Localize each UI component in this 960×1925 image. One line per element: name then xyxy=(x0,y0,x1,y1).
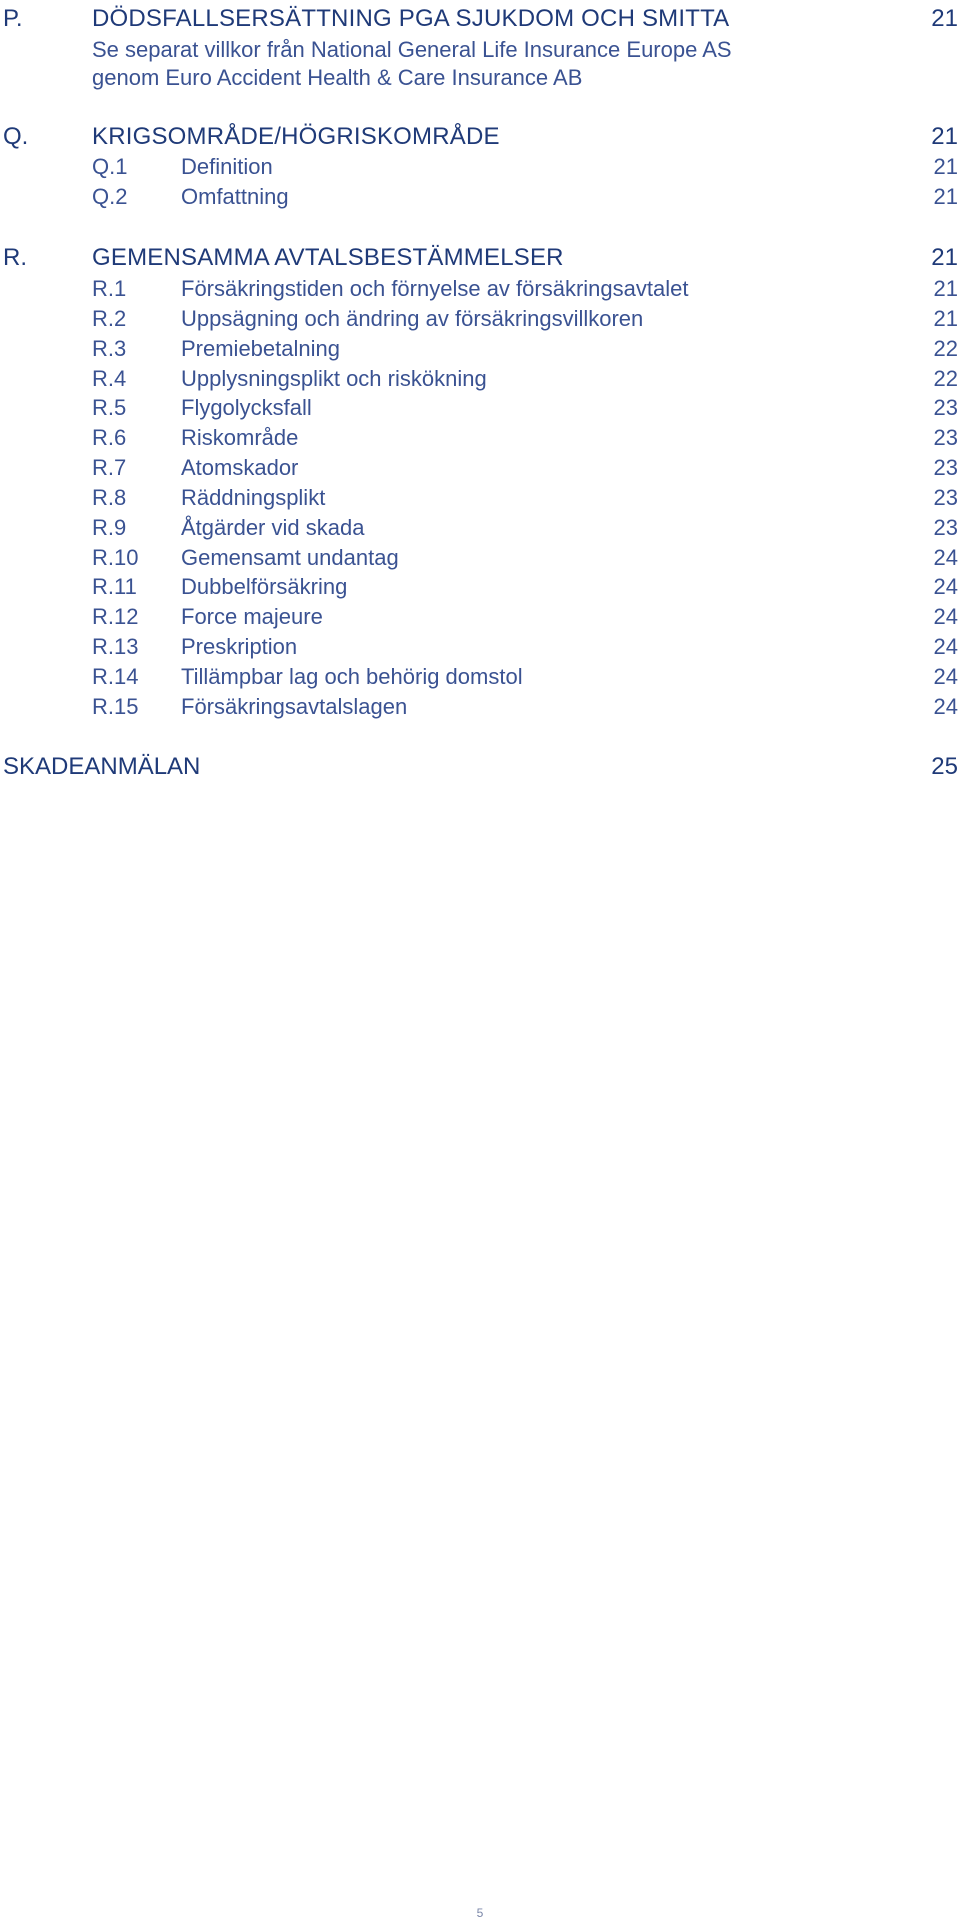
toc-item-title: Dubbelförsäkring xyxy=(181,574,348,599)
toc-section-p-desc-line-1 xyxy=(0,35,960,65)
toc-item-title: Försäkringsavtalslagen xyxy=(181,694,408,719)
toc-section-page: 25 xyxy=(931,753,958,780)
toc-item-code: R.7 xyxy=(92,455,127,480)
toc-item-title: Definition xyxy=(181,154,273,179)
toc-item-page: 24 xyxy=(933,545,958,570)
toc-item-page: 24 xyxy=(933,634,958,659)
toc-item-r11[interactable] xyxy=(0,572,960,602)
toc-section-title: GEMENSAMMA AVTALSBESTÄMMELSER xyxy=(92,244,564,271)
toc-item-code: R.5 xyxy=(92,395,127,420)
toc-item-title: Åtgärder vid skada xyxy=(181,515,365,540)
toc-item-code: R.3 xyxy=(92,336,127,361)
toc-item-code: R.8 xyxy=(92,485,127,510)
toc-section-description: genom Euro Accident Health & Care Insurance AB xyxy=(92,65,583,90)
toc-item-page: 21 xyxy=(933,306,958,331)
toc-item-r14[interactable] xyxy=(0,662,960,692)
toc-item-title: Gemensamt undantag xyxy=(181,545,399,570)
toc-section-page: 21 xyxy=(931,123,958,150)
toc-section-title: SKADEANMÄLAN xyxy=(3,753,201,780)
toc-item-q1[interactable] xyxy=(0,152,960,182)
toc-item-page: 23 xyxy=(933,425,958,450)
toc-item-title: Försäkringstiden och förnyelse av försäkringsavtalet xyxy=(181,276,689,301)
toc-item-code: R.15 xyxy=(92,694,139,719)
toc-section-p-desc-line-2 xyxy=(0,63,960,93)
toc-item-page: 24 xyxy=(933,574,958,599)
toc-item-title: Räddningsplikt xyxy=(181,485,326,510)
toc-item-page: 24 xyxy=(933,694,958,719)
toc-section-title: KRIGSOMRÅDE/HÖGRISKOMRÅDE xyxy=(92,123,500,150)
toc-item-page: 24 xyxy=(933,664,958,689)
toc-item-page: 23 xyxy=(933,515,958,540)
toc-item-title: Upplysningsplikt och riskökning xyxy=(181,366,487,391)
toc-item-page: 21 xyxy=(933,184,958,209)
toc-section-q[interactable] xyxy=(0,122,960,152)
toc-item-page: 22 xyxy=(933,336,958,361)
toc-item-title: Uppsägning och ändring av försäkringsvillkoren xyxy=(181,306,644,331)
toc-item-page: 22 xyxy=(933,366,958,391)
toc-item-code: R.1 xyxy=(92,276,127,301)
toc-item-title: Omfattning xyxy=(181,184,289,209)
toc-item-r10[interactable] xyxy=(0,543,960,573)
toc-item-title: Premiebetalning xyxy=(181,336,340,361)
toc-item-page: 21 xyxy=(933,276,958,301)
toc-section-page: 21 xyxy=(931,244,958,271)
toc-item-q2[interactable] xyxy=(0,182,960,212)
toc-item-title: Flygolycksfall xyxy=(181,395,312,420)
toc-item-r6[interactable] xyxy=(0,423,960,453)
toc-item-r5[interactable] xyxy=(0,393,960,423)
toc-item-r3[interactable] xyxy=(0,334,960,364)
page-number: 5 xyxy=(476,1906,484,1920)
toc-item-page: 24 xyxy=(933,604,958,629)
toc-item-code: R.2 xyxy=(92,306,127,331)
toc-item-code: Q.1 xyxy=(92,154,128,179)
toc-section-description: Se separat villkor från National General Life Insurance Europe AS xyxy=(92,37,732,62)
toc-section-page: 21 xyxy=(931,5,958,32)
toc-item-code: R.10 xyxy=(92,545,139,570)
toc-item-title: Preskription xyxy=(181,634,298,659)
toc-item-code: R.9 xyxy=(92,515,127,540)
toc-section-code: R. xyxy=(3,244,27,271)
toc-section-title: DÖDSFALLSERSÄTTNING PGA SJUKDOM OCH SMITTA xyxy=(92,5,730,32)
toc-item-code: R.12 xyxy=(92,604,139,629)
toc-item-r2[interactable] xyxy=(0,304,960,334)
toc-item-code: R.11 xyxy=(92,574,137,599)
toc-item-r4[interactable] xyxy=(0,364,960,394)
toc-section-p[interactable] xyxy=(0,4,960,34)
toc-section-r[interactable] xyxy=(0,243,960,273)
toc-section-code: P. xyxy=(3,5,23,32)
toc-section-code: Q. xyxy=(3,123,29,150)
toc-item-r8[interactable] xyxy=(0,483,960,513)
toc-item-code: Q.2 xyxy=(92,184,128,209)
toc-item-r7[interactable] xyxy=(0,453,960,483)
toc-section-claim[interactable] xyxy=(0,752,960,782)
toc-item-r12[interactable] xyxy=(0,602,960,632)
toc-item-r9[interactable] xyxy=(0,513,960,543)
toc-item-page: 23 xyxy=(933,455,958,480)
toc-item-page: 23 xyxy=(933,395,958,420)
toc-item-page: 23 xyxy=(933,485,958,510)
toc-item-code: R.6 xyxy=(92,425,127,450)
toc-item-title: Tillämpbar lag och behörig domstol xyxy=(181,664,523,689)
toc-item-r15[interactable] xyxy=(0,692,960,722)
toc-item-title: Riskområde xyxy=(181,425,299,450)
toc-item-title: Atomskador xyxy=(181,455,299,480)
toc-item-code: R.4 xyxy=(92,366,127,391)
toc-item-r13[interactable] xyxy=(0,632,960,662)
toc-item-code: R.14 xyxy=(92,664,139,689)
toc-item-title: Force majeure xyxy=(181,604,323,629)
toc-item-r1[interactable] xyxy=(0,274,960,304)
toc-item-page: 21 xyxy=(933,154,958,179)
toc-item-code: R.13 xyxy=(92,634,139,659)
